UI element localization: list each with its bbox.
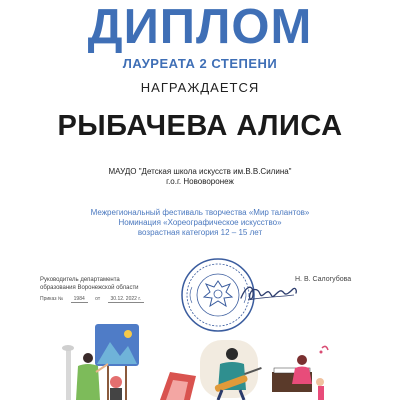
festival-nomination: Номинация «Хореографическое искусство»	[118, 218, 282, 227]
handwritten-signature-icon	[238, 280, 300, 306]
school-city: г.о.г. Нововоронеж	[166, 177, 234, 186]
signatory-role	[40, 276, 170, 292]
festival-block	[0, 208, 400, 238]
order-date: 30.12. 2022 г.	[108, 296, 144, 303]
festival-name: Межрегиональный фестиваль творчества «Мир талантов»	[90, 208, 310, 217]
diploma-subtitle: ЛАУРЕАТА 2 СТЕПЕНИ	[122, 56, 278, 71]
diploma-title: ДИПЛОМ	[87, 0, 313, 54]
order-number: 1984	[71, 296, 88, 303]
order-line	[40, 296, 150, 302]
festival-age-category: возрастная категория 12 – 15 лет	[137, 228, 263, 237]
school-name: МАУДО "Детская школа искусств им.В.В.Силина"	[108, 167, 292, 176]
signatory-name: Н. В. Салогубова	[295, 276, 352, 283]
awarded-label: НАГРАЖДАЕТСЯ	[140, 80, 260, 95]
school-block	[0, 167, 400, 187]
recipient-name: РЫБАЧЕВА АЛИСА	[57, 110, 343, 142]
signatory-role-line2: образования Воронежской области	[40, 285, 139, 291]
signatory-role-line1: Руководитель департамента	[40, 277, 120, 283]
art-music-illustration-icon	[0, 318, 400, 400]
order-label: Приказ №	[40, 296, 64, 302]
order-from-label: от	[95, 296, 101, 302]
